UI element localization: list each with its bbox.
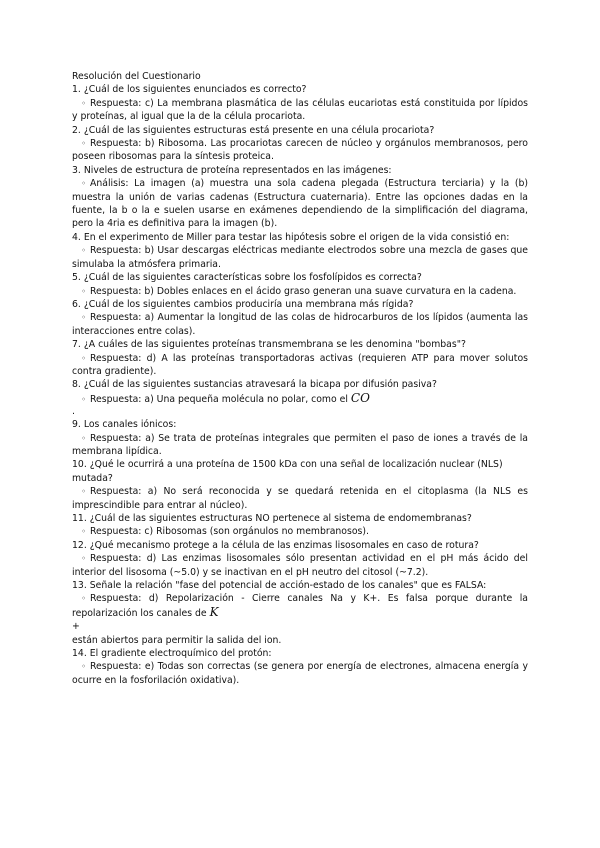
question-2: 2. ¿Cuál de las siguientes estructuras está presente en una célula procariota? [72, 124, 435, 136]
bullet-icon: ◦ [81, 662, 86, 672]
answer-11-text: Respuesta: c) Ribosomas (son orgánulos no membranosos). [90, 526, 369, 538]
math-co: CO [350, 390, 370, 405]
bullet-icon: ◦ [81, 179, 86, 189]
answer-7-text: Respuesta: d) A las proteínas transportadoras activas (requieren ATP para mover solutos contra gradiente). [72, 352, 528, 377]
bullet-icon: ◦ [81, 527, 86, 537]
answer-11 [72, 525, 528, 538]
bullet-icon: ◦ [81, 433, 86, 443]
bullet-icon: ◦ [81, 286, 86, 296]
answer-9 [72, 432, 528, 459]
question-9: 9. Los canales iónicos: [72, 419, 177, 431]
answer-13-sup: + [72, 621, 80, 633]
answer-1 [72, 97, 528, 124]
answer-12-text: Respuesta: d) Las enzimas lisosomales sólo presentan actividad en el pH más ácido del interior del lisosoma (~5.0) y se inactivan en el pH neutro del citosol (~7.2). [72, 553, 528, 578]
bullet-icon: ◦ [81, 246, 86, 256]
answer-1-text: Respuesta: c) La membrana plasmática de las células eucariotas está constituida por lípidos y proteínas, al igual que la de la célula procariota. [72, 97, 528, 123]
answer-3 [72, 177, 528, 231]
bullet-icon: ◦ [81, 98, 86, 108]
answer-8-after: . [72, 406, 75, 418]
question-11: 11. ¿Cuál de las siguientes estructuras NO pertenece al sistema de endomembranas? [72, 513, 472, 524]
question-4: 4. En el experimento de Miller para testar las hipótesis sobre el origen de la vida consistió en: [72, 231, 510, 243]
answer-13-text: Respuesta: d) Repolarización - Cierre canales Na y K+. Es falsa porque durante la repolarización los canales de [72, 593, 528, 619]
question-14: 14. El gradiente electroquímico del protón: [72, 648, 272, 660]
answer-3-text: Análisis: La imagen (a) muestra una sola cadena plegada (Estructura terciaria) y la (b) muestra la unión de varias cadenas (Estructura cuaternaria). Entre las opciones dadas en la fuente, la b o la e suelen usarse en exámenes dependiendo de la simplificación del diagrama, pero la 4ria es definitiva para la imagen (b). [72, 178, 528, 230]
question-1: 1. ¿Cuál de los siguientes enunciados es correcto? [72, 84, 307, 96]
answer-4 [72, 244, 528, 271]
answer-2-text: Respuesta: b) Ribosoma. Las procariotas carecen de núcleo y orgánulos membranosos, pero poseen ribosomas para la síntesis proteica. [72, 138, 528, 163]
math-k: K [209, 604, 219, 619]
answer-2 [72, 137, 528, 164]
question-12: 12. ¿Qué mecanismo protege a la célula de las enzimas lisosomales en caso de rotura? [72, 539, 479, 551]
document-content [72, 70, 528, 687]
answer-4-text: Respuesta: b) Usar descargas eléctricas mediante electrodos sobre una mezcla de gases que simulaba la atmósfera primaria. [72, 245, 528, 270]
document-title: Resolución del Cuestionario [72, 71, 201, 82]
question-10: 10. ¿Qué le ocurrirá a una proteína de 1500 kDa con una señal de localización nuclear (NLS) mutada? [72, 459, 503, 484]
bullet-icon: ◦ [81, 594, 86, 604]
answer-7 [72, 352, 528, 379]
bullet-icon: ◦ [81, 139, 86, 149]
answer-14-text: Respuesta: e) Todas son correctas (se genera por energía de electrones, almacena energía y ocurre en la fosforilación oxidativa). [72, 661, 528, 686]
answer-12 [72, 552, 528, 579]
answer-5-text: Respuesta: b) Dobles enlaces en el ácido graso generan una suave curvatura en la cadena. [90, 285, 517, 297]
question-6: 6. ¿Cuál de los siguientes cambios produciría una membrana más rígida? [72, 298, 414, 310]
question-13: 13. Señale la relación "fase del potencial de acción-estado de los canales" que es FALSA: [72, 580, 487, 592]
answer-6-text: Respuesta: a) Aumentar la longitud de las colas de hidrocarburos de los lípidos (aumenta las interacciones entre colas). [72, 312, 528, 337]
question-5: 5. ¿Cuál de las siguientes características sobre los fosfolípidos es correcta? [72, 272, 422, 284]
answer-6 [72, 311, 528, 338]
answer-8 [72, 392, 528, 406]
question-3: 3. Niveles de estructura de proteína representados en las imágenes: [72, 164, 392, 176]
bullet-icon: ◦ [81, 313, 86, 323]
answer-13-after: están abiertos para permitir la salida del ion. [72, 634, 282, 646]
bullet-icon: ◦ [81, 394, 86, 404]
answer-10-text: Respuesta: a) No será reconocida y se quedará retenida en el citoplasma (la NLS es imprescindible para entrar al núcleo). [72, 486, 528, 511]
question-8: 8. ¿Cuál de las siguientes sustancias atravesará la bicapa por difusión pasiva? [72, 379, 437, 391]
answer-8-text: Respuesta: a) Una pequeña molécula no polar, como el [90, 393, 348, 405]
bullet-icon: ◦ [81, 554, 86, 564]
answer-10 [72, 485, 528, 512]
question-7: 7. ¿A cuáles de las siguientes proteínas transmembrana se les denomina "bombas"? [72, 339, 466, 351]
bullet-icon: ◦ [81, 353, 86, 363]
answer-13 [72, 592, 528, 620]
bullet-icon: ◦ [81, 487, 86, 497]
answer-9-text: Respuesta: a) Se trata de proteínas integrales que permiten el paso de iones a través de la membrana lipídica. [72, 432, 528, 457]
answer-14 [72, 660, 528, 687]
answer-5 [72, 285, 528, 298]
